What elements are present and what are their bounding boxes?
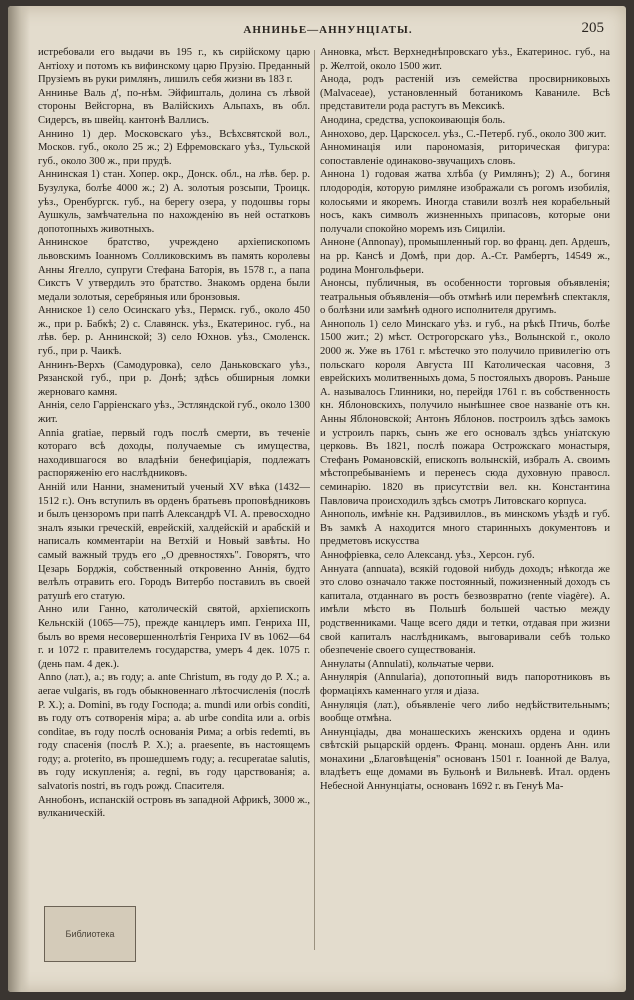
entry: Аннополь, имѣніе кн. Радзивиллов., въ минскомъ уѣздѣ и губ. Въ замкѣ А находится много старинныхъ документовъ и предметовъ искусства — [320, 509, 610, 548]
entry: Аннобонъ, испанскій островъ въ западной Африкѣ, 3000 ж., вулканическій. — [38, 794, 310, 820]
entry: Аннинье Валь д', по-нѣм. Эйфишталь, долина съ лѣвой стороны Вейсгорна, въ Валійскихъ Альпахъ, въ обл. Сидерсъ, въ швейц. кантонѣ Валлисъ. — [38, 87, 310, 126]
entry: Аннополь 1) село Минскаго уѣз. и губ., на рѣкѣ Птичь, болѣе 1500 жит.; 2) мѣст. Острогорскаго уѣз., Волынской г., около 2000 ж. Уже въ 1761 г. мѣстечко это получило привилегію отъ польскаго короля Августа III Католическая часовня, 3 еврейскихъ молитвенныхъ дома, 5 постоялыхъ дворовъ. Раньше А. называлось Глинники, но, перейдя 1761 г. въ собственность кн. Яблоновскихъ, получило нынѣшнее свое названіе отъ кн. Анны Яблоновской; Антонъ Яблонов. построилъ здѣсь замокъ и устроилъ паркъ, сынъ же его основалъ здѣсь уніатскую церковь. Въ 1821, послѣ пожара Острожскаго монастыря, Стефанъ Романовскій, епископъ волынскій, избралъ А. своимъ мѣстопребываніемъ и перенесъ сюда духовную правосл. семинарію. 1820 въ присутствіи вел. кн. Константина Павловича происходилъ здѣсь смотръ Литовскаго корпуса. — [320, 318, 610, 507]
entry: Аннохово, дер. Царскосел. уѣз., С.-Петерб. губ., около 300 жит. — [320, 128, 607, 140]
entry: Аннинская 1) стан. Хопер. окр., Донск. обл., на лѣв. бер. р. Бузулука, болѣе 4000 ж.; 2) А. золотыя розсыпи, Троицк. уѣз., Оренбургск. губ., на берегу озера, у подошвы горы Аушкуль, замѣчательна по нахожденію въ ней остатковъ допотопныхъ животныхъ. — [38, 169, 310, 235]
entry: Аннинское братство, учреждено архіепископомъ львовскимъ Іоанномъ Солликовскимъ въ память королевы Анны Ягелло, супруги Стефана Баторія, въ 1578 г., а папа Сикстъ V утвердилъ это братство. Знакомъ ордена были медали золотыя, серебряныя или бронзовыя. — [38, 237, 310, 303]
page-header — [48, 20, 608, 42]
entry: Аннулярія (Annularia), допотопный видъ папоротниковъ въ формаціяхъ каменнаго угля и діаза. — [320, 672, 610, 697]
entry: Анодина, средства, успокоивающія боль. — [320, 114, 506, 126]
entry: Анновка, мѣст. Верхнеднѣпровскаго уѣз., Екатеринос. губ., на р. Желтой, около 1500 жит. — [320, 47, 610, 72]
book-spine — [8, 6, 30, 992]
entry: Анниское 1) село Осинскаго уѣз., Пермск. губ., около 450 ж., при р. Бабкѣ; 2) с. Славянск. уѣз., Екатеринос. губ., на лѣв. бер. р. Аннинской; 3) село Юхнов. уѣз., Смоленск. губ., при р. Чаикѣ. — [38, 305, 310, 358]
entry: Аннулаты (Annulati), кольчатые черви. — [320, 658, 494, 670]
entry: Анноминація или парономазія, риторическая фигура: сопоставленіе одинаково-звучащихъ словъ. — [320, 142, 610, 167]
column-divider — [314, 50, 315, 950]
entry: Аннинъ-Верхъ (Самодуровка), село Даньковскаго уѣз., Рязанской губ., при р. Донѣ; здѣсь обширныя ломки жерноваго камня. — [38, 359, 310, 398]
entry: Anno (лат.), a.; въ году; a. ante Christum, въ году до Р. Х.; a. aerae vulgaris, въ годъ обыкновеннаго лѣтосчисленія (послѣ Р. Х.); a. Domini, въ году Господа; a. mundi или orbis conditi, въ году отъ сотворенія міра; a. ab urbe condita или a. orbis conditae, въ году послѣ основанія Рима; a orbis redemti, въ году спасенія (послѣ Р. Х.); a. praesente, въ настоящемъ году; a. proterito, въ прошедшемъ году; a. recuperatae salutis, въ году искупленія; a. regni, въ году царствованія; a. salvatoris nostri, въ годъ рожд. Спасителя. — [38, 672, 310, 793]
entry: Аннона 1) годовая жатва хлѣба (у Римлянъ); 2) А., богиня плодородія, которую римляне изображали съ рогомъ изобилія, колосьями и якоремъ. Иногда ставили возлѣ нея корабельный носъ, какъ символъ жизненныхъ припасовъ, которые они получали спокойно моремъ изъ Сициліи. — [320, 169, 610, 235]
right-column — [320, 46, 610, 984]
entry: Аннуляція (лат.), объявленіе чего либо недѣйствительнымъ; вообще отмѣна. — [320, 699, 610, 725]
entry: Анній или Нанни, знаменитый ученый XV вѣка (1432—1512 г.). Онъ вступилъ въ орденъ братьевъ проповѣдниковъ и былъ цензоромъ при папѣ Александрѣ VI. А. превосходно зналъ языки греческій, еврейскій, халдейскій и арабскій и написалъ комментаріи на Ветхій и Новый завѣты. Но самый важный трудъ его „О древностяхъ". Говорятъ, что Цезарь Борджія, собственный откровенно Аннія, будто велѣлъ отравить его. Городъ Витербо поставилъ въ своей ратушѣ его статую. — [38, 482, 310, 602]
page-number: 205 — [581, 20, 604, 36]
entry: Аннія, село Гарріенскаго уѣз., Эстляндской губ., около 1300 жит. — [38, 400, 310, 426]
library-stamp: Библиотека — [44, 906, 136, 962]
book-page — [8, 6, 626, 992]
entry: Анноне (Annonay), промышленный гор. во франц. деп. Ардешъ, на рр. Кансѣ и Домѣ, при дор. А.-Ст. Рамбертъ, 14549 ж., родина Монгольфьери. — [320, 237, 610, 276]
entry: Анода, родъ растеній изъ семейства просвирниковыхъ (Malvaceae), установленный ботаникомъ Каваниле. Всѣ представители рода растутъ въ Мексикѣ. — [320, 74, 610, 113]
entry: Аннунціады, два монашескихъ женскихъ ордена и одинъ свѣтскій рыцарскій орденъ. Франц. монаш. орденъ Анн. или монахини „Благовѣщенія" основанъ 1501 г. Іоанной де Валуа, владѣетъ еще домами въ Бульонѣ и Вильневѣ. Итал. орденъ Небесной Аннунціаты, основанъ 1692 г. въ Генуѣ Ма- — [320, 726, 610, 793]
entry: Аннуата (annuata), всякій годовой нибудь доходъ; нѣкогда же это слово означало также постоянный, пожизненный доходъ съ капитала, отданнаго въ ростъ безвозвратно (rente viagère). А. имѣли мѣсто въ Польшѣ большей частью между родственниками. Чаще всего дяди и тетки, отдавая при жизни свой капиталъ наслѣдникамъ, выговаривали себѣ только обезпеченіе своего существованія. — [320, 563, 610, 657]
entry: Аннофріевка, село Александ. уѣз., Херсон. губ. — [320, 549, 535, 561]
entry: истребовали его выдачи въ 195 г., къ сирійскому царю Антіоху и потомъ къ вифинскому царю Прузію. Преданный Прузіемъ въ руки римлянъ, лишилъ себя жизни въ 183 г. — [38, 47, 310, 86]
left-column — [38, 46, 310, 984]
entry: Анонсы, публичныя, въ особенности торговыя объявленія; театральныя объявленія—объ отмѣнѣ или перемѣнѣ спектакля, о болѣзни или замѣнѣ одного исполнителя другимъ. — [320, 278, 610, 317]
entry: Аннино 1) дер. Московскаго уѣз., Всѣхсвятской вол., Москов. губ., около 25 ж.; 2) Ефремовскаго уѣз., Тульской губ., около 300 ж., при прудѣ. — [38, 128, 310, 167]
entry: Annia gratiae, первый годъ послѣ смерти, въ теченіе котораго всѣ доходы, получаемые съ имущества, находившагося во владѣніи бенефиціарія, подлежатъ распоряженію его наслѣдниковъ. — [38, 427, 310, 480]
entry: Анно или Ганно, католическій святой, архіепископъ Кельнскій (1065—75), прежде канцлеръ имп. Генриха III, былъ во время несовершеннолѣтія Генриха IV въ 1062—64 г. и 1072 г. правителемъ государства, умеръ 4 дек. 1075 г. (день пам. 4 дек.). — [38, 604, 310, 670]
running-title: АННИНЬЕ—АННУНЦІАТЫ. — [243, 24, 413, 36]
